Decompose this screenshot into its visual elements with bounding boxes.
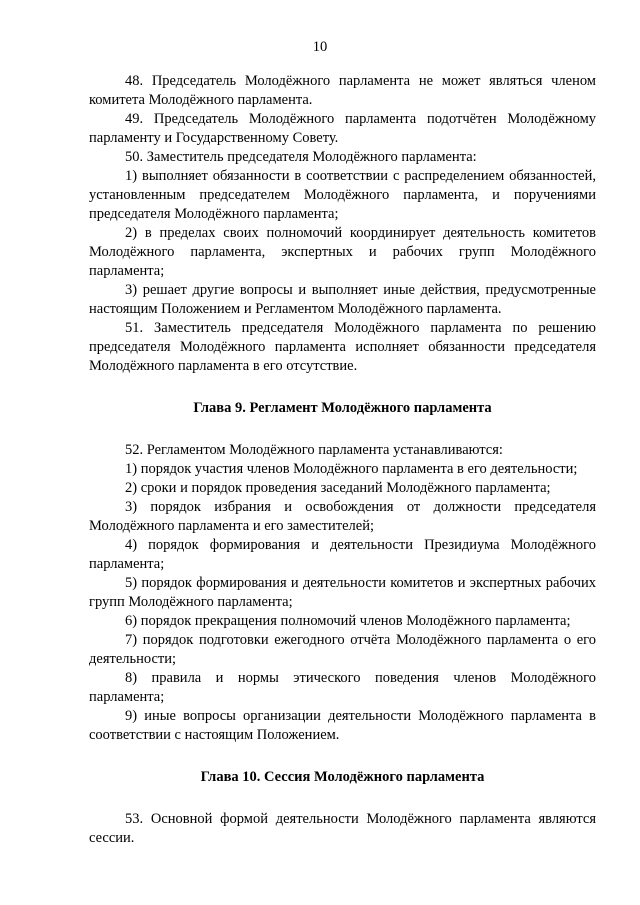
paragraph-50-item-1: 1) выполняет обязанности в соответствии с распределением обязанностей, установленным председателем Молодёжного парламента, и поручениями председателя Молодёжного парламента;: [89, 168, 596, 222]
paragraph-52: 52. Регламентом Молодёжного парламента устанавливаются:: [125, 442, 503, 458]
paragraph-52-item-7: 7) порядок подготовки ежегодного отчёта Молодёжного парламента о его деятельности;: [89, 632, 596, 667]
chapter-9-heading: Глава 9. Регламент Молодёжного парламента: [193, 400, 492, 416]
paragraph-52-item-2: 2) сроки и порядок проведения заседаний Молодёжного парламента;: [125, 480, 551, 496]
chapter-10-heading: Глава 10. Сессия Молодёжного парламента: [200, 769, 485, 785]
paragraph-52-item-5: 5) порядок формирования и деятельности комитетов и экспертных рабочих групп Молодёжного парламента;: [89, 575, 596, 610]
paragraph-50-item-3: 3) решает другие вопросы и выполняет иные действия, предусмотренные настоящим Положением и Регламентом Молодёжного парламента.: [89, 282, 596, 317]
paragraph-52-item-1: 1) порядок участия членов Молодёжного парламента в его деятельности;: [125, 461, 578, 477]
paragraph-51: 51. Заместитель председателя Молодёжного парламента по решению председателя Молодёжного парламента исполняет обязанности председателя Молодёжного парламента в его отсутствие.: [89, 320, 596, 374]
paragraph-52-item-4: 4) порядок формирования и деятельности Президиума Молодёжного парламента;: [89, 537, 596, 572]
paragraph-49: 49. Председатель Молодёжного парламента подотчётен Молодёжному парламенту и Государственному Совету.: [89, 111, 596, 146]
paragraph-52-item-6: 6) порядок прекращения полномочий членов Молодёжного парламента;: [125, 613, 571, 629]
document-body: [89, 72, 596, 848]
paragraph-53: 53. Основной формой деятельности Молодёжного парламента являются сессии.: [89, 811, 596, 846]
paragraph-52-item-8: 8) правила и нормы этического поведения членов Молодёжного парламента;: [89, 670, 596, 705]
paragraph-48: 48. Председатель Молодёжного парламента не может являться членом комитета Молодёжного парламента.: [89, 73, 596, 108]
page-number: 10: [312, 39, 328, 55]
paragraph-52-item-9: 9) иные вопросы организации деятельности Молодёжного парламента в соответствии с настоящим Положением.: [89, 708, 596, 743]
paragraph-50: 50. Заместитель председателя Молодёжного парламента:: [125, 149, 477, 165]
paragraph-50-item-2: 2) в пределах своих полномочий координирует деятельность комитетов Молодёжного парламента, экспертных и рабочих групп Молодёжного парламента;: [89, 225, 596, 279]
paragraph-52-item-3: 3) порядок избрания и освобождения от должности председателя Молодёжного парламента и его заместителей;: [89, 499, 596, 534]
